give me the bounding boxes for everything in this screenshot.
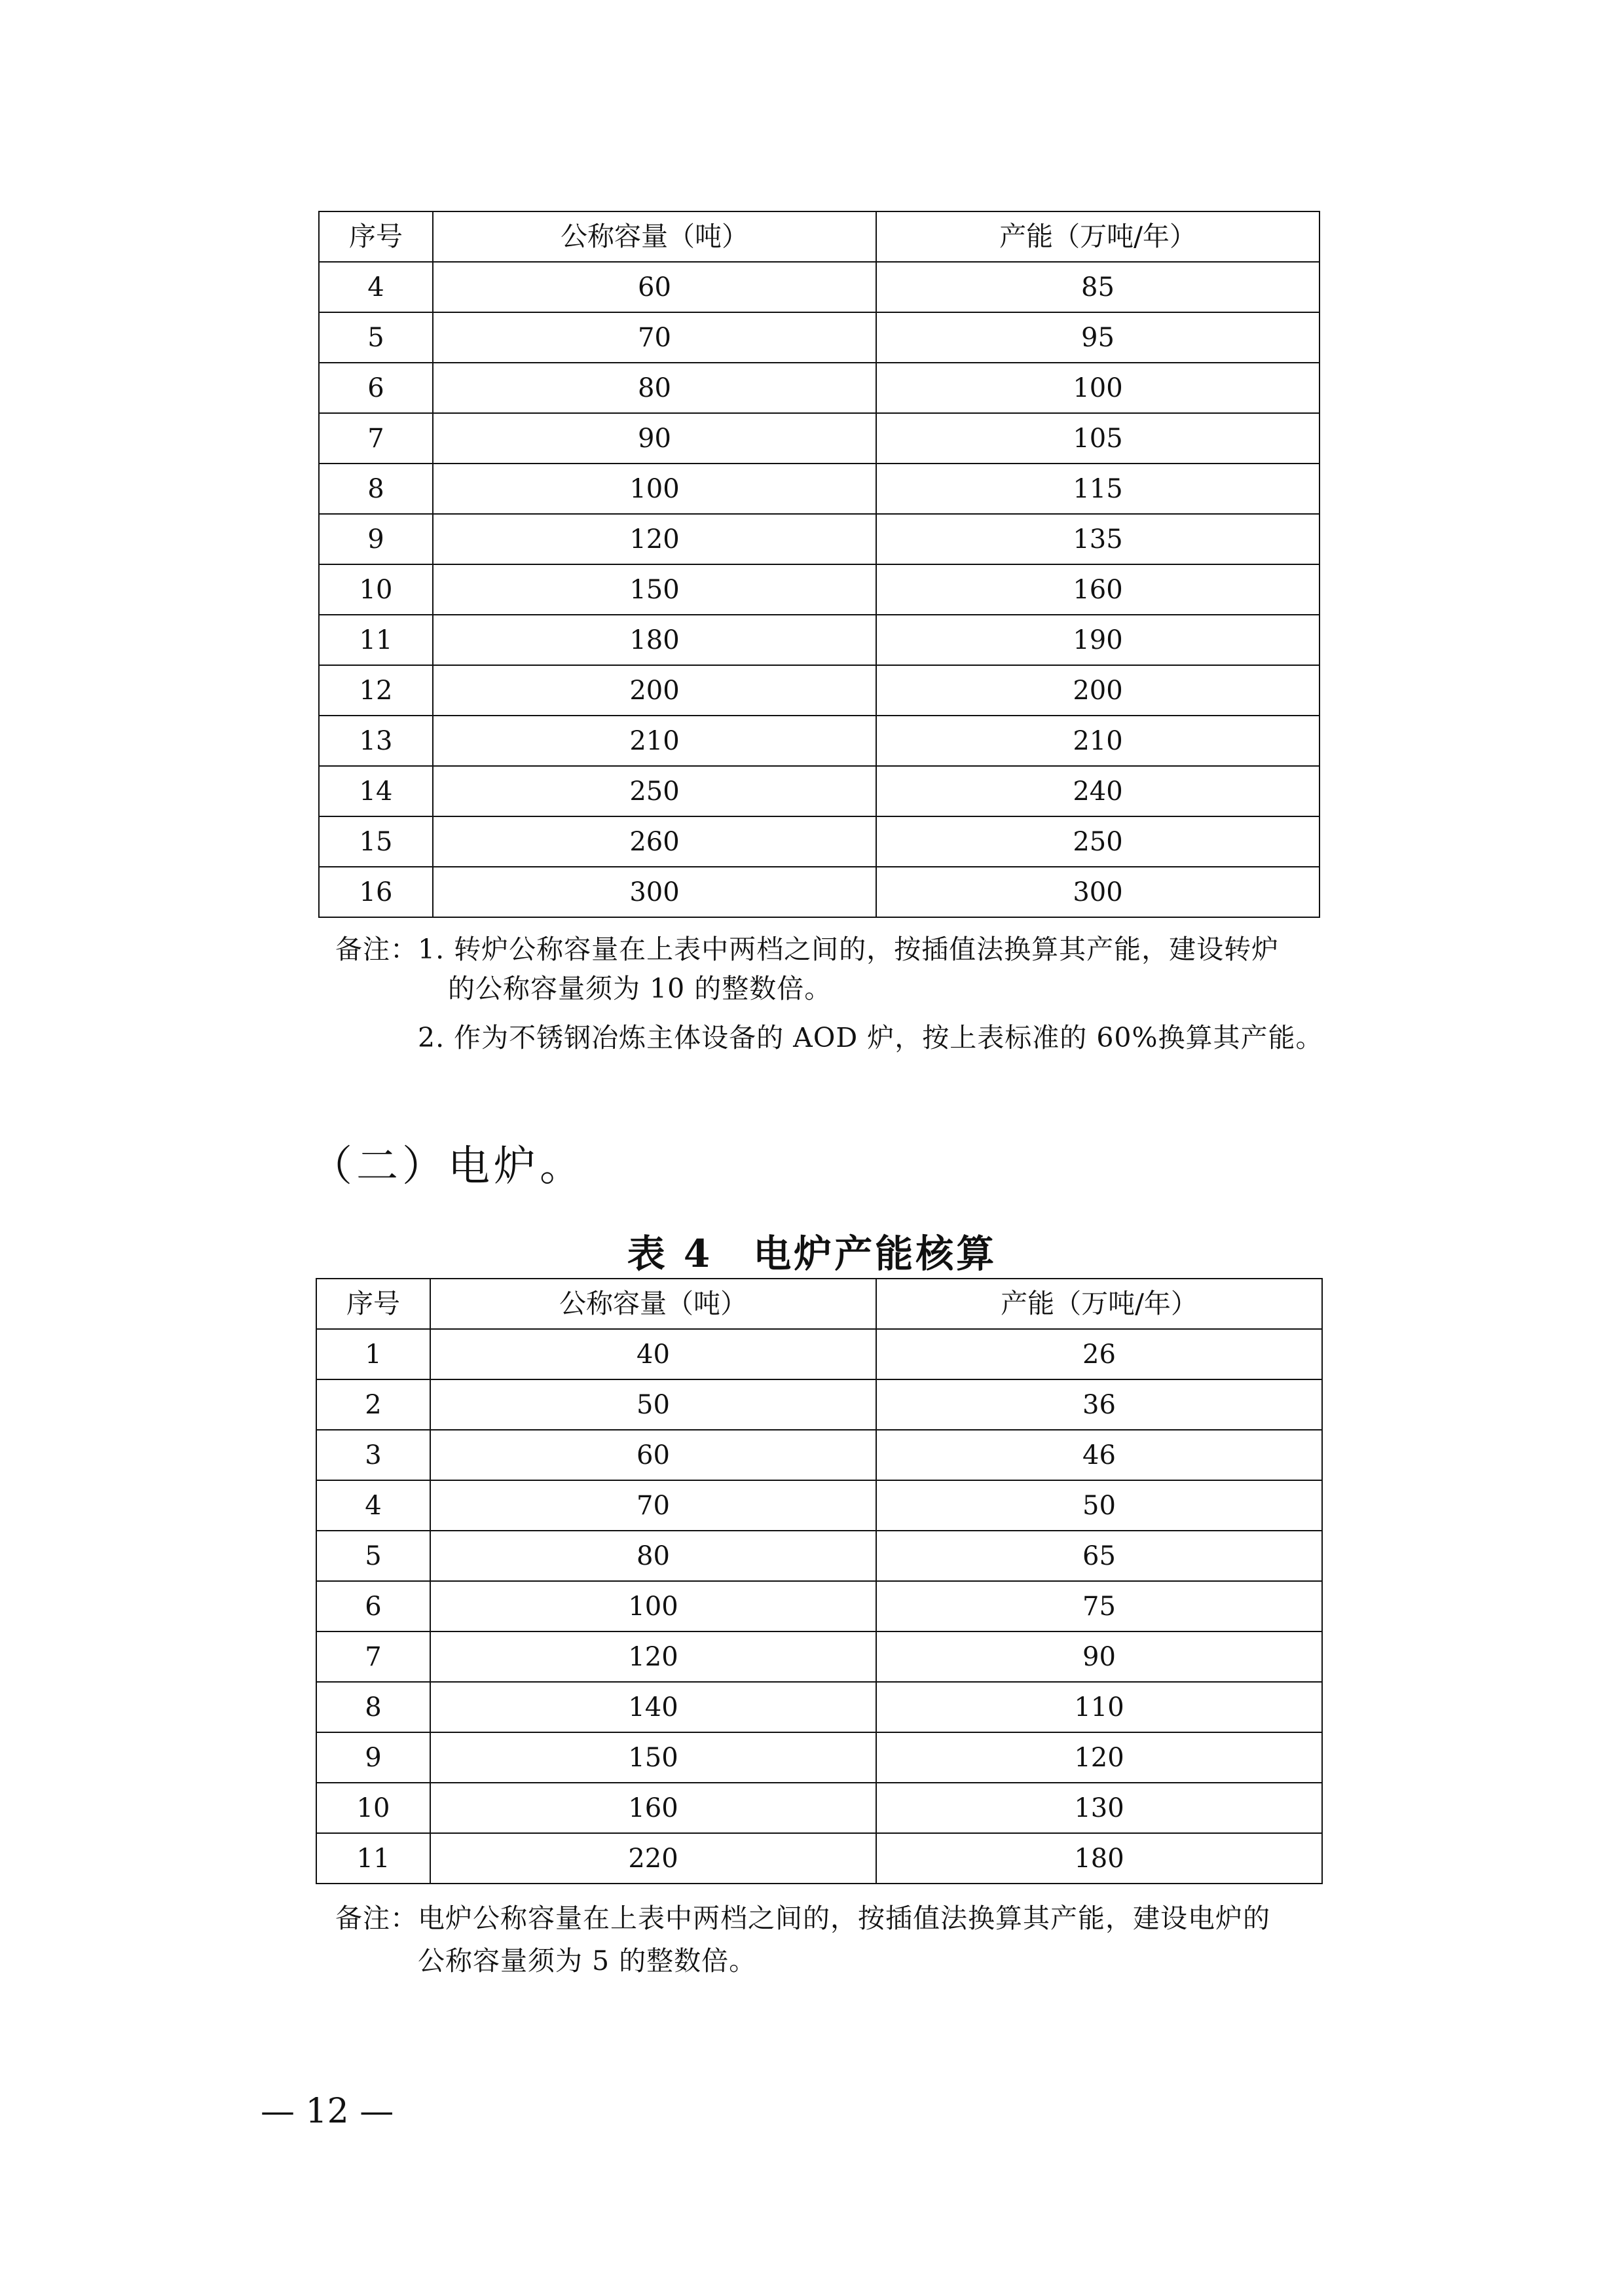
table-cell: 135 xyxy=(876,514,1320,564)
table-cell: 130 xyxy=(876,1783,1322,1833)
table4-note-label: 备注： xyxy=(335,1903,418,1934)
table-cell: 75 xyxy=(876,1581,1322,1631)
table-cell: 13 xyxy=(319,716,433,766)
table-cell: 4 xyxy=(319,262,433,312)
table-row xyxy=(319,312,1320,363)
table-cell: 3 xyxy=(316,1430,430,1480)
table3-note-line1 xyxy=(335,928,1279,966)
table-row xyxy=(316,1682,1322,1732)
table3-note-item1-line2: 的公称容量须为 10 的整数倍。 xyxy=(448,973,832,1004)
table-cell: 11 xyxy=(319,615,433,665)
table-row xyxy=(316,1329,1322,1379)
table-cell: 6 xyxy=(319,363,433,413)
table-cell: 120 xyxy=(433,514,876,564)
table-cell: 210 xyxy=(433,716,876,766)
table-cell: 140 xyxy=(430,1682,876,1732)
table-row xyxy=(316,1531,1322,1581)
table-header-row xyxy=(316,1279,1322,1329)
table-cell: 8 xyxy=(316,1682,430,1732)
table4-note-text-line1: 电炉公称容量在上表中两档之间的，按插值法换算其产能，建设电炉的 xyxy=(418,1903,1270,1934)
converter-capacity-table xyxy=(318,211,1320,918)
table-row xyxy=(319,262,1320,312)
table-row xyxy=(316,1379,1322,1430)
table-row xyxy=(316,1430,1322,1480)
table-cell: 80 xyxy=(430,1531,876,1581)
table-row xyxy=(316,1631,1322,1682)
table-row xyxy=(319,766,1320,816)
table-cell: 65 xyxy=(876,1531,1322,1581)
table-cell: 300 xyxy=(876,867,1320,917)
table-cell: 40 xyxy=(430,1329,876,1379)
table-cell: 100 xyxy=(433,464,876,514)
table-cell: 180 xyxy=(876,1833,1322,1884)
table-cell: 26 xyxy=(876,1329,1322,1379)
table-cell: 5 xyxy=(316,1531,430,1581)
table-cell: 90 xyxy=(876,1631,1322,1682)
table-cell: 200 xyxy=(433,665,876,716)
table-cell: 50 xyxy=(876,1480,1322,1531)
table-cell: 100 xyxy=(876,363,1320,413)
table-cell: 9 xyxy=(316,1732,430,1783)
column-header: 公称容量（吨） xyxy=(430,1279,876,1329)
table-cell: 7 xyxy=(316,1631,430,1682)
table-row xyxy=(319,716,1320,766)
table-cell: 300 xyxy=(433,867,876,917)
table-row xyxy=(319,665,1320,716)
table-cell: 100 xyxy=(430,1581,876,1631)
table-row xyxy=(316,1783,1322,1833)
table-cell: 60 xyxy=(433,262,876,312)
table-cell: 240 xyxy=(876,766,1320,816)
table-row xyxy=(316,1581,1322,1631)
table-cell: 10 xyxy=(319,564,433,615)
electric-furnace-capacity-table xyxy=(316,1278,1323,1884)
converter-capacity-table-body xyxy=(319,211,1320,917)
table3-note-item1-line1: 1. 转炉公称容量在上表中两档之间的，按插值法换算其产能，建设转炉 xyxy=(418,934,1280,965)
table-row xyxy=(319,363,1320,413)
table-cell: 95 xyxy=(876,312,1320,363)
table-cell: 5 xyxy=(319,312,433,363)
table-cell: 4 xyxy=(316,1480,430,1531)
table-cell: 70 xyxy=(430,1480,876,1531)
table-cell: 2 xyxy=(316,1379,430,1430)
table-cell: 7 xyxy=(319,413,433,464)
table-cell: 200 xyxy=(876,665,1320,716)
table-row xyxy=(319,464,1320,514)
table-cell: 250 xyxy=(876,816,1320,867)
page-number: — 12 — xyxy=(261,2092,394,2131)
table-row xyxy=(319,615,1320,665)
column-header: 产能（万吨/年） xyxy=(876,1279,1322,1329)
column-header: 产能（万吨/年） xyxy=(876,211,1320,262)
table-cell: 105 xyxy=(876,413,1320,464)
table-row xyxy=(316,1833,1322,1884)
table-row xyxy=(319,816,1320,867)
table-cell: 1 xyxy=(316,1329,430,1379)
table-cell: 14 xyxy=(319,766,433,816)
table4-note-line1 xyxy=(335,1897,1270,1935)
table4-caption: 表 4 电炉产能核算 xyxy=(627,1231,997,1276)
table3-note-label: 备注： xyxy=(335,934,418,965)
table-cell: 50 xyxy=(430,1379,876,1430)
table-cell: 70 xyxy=(433,312,876,363)
table-cell: 90 xyxy=(433,413,876,464)
table-row xyxy=(316,1480,1322,1531)
table-cell: 60 xyxy=(430,1430,876,1480)
table-cell: 8 xyxy=(319,464,433,514)
table-cell: 6 xyxy=(316,1581,430,1631)
electric-furnace-capacity-table-body xyxy=(316,1279,1322,1884)
table3-note-item2: 2. 作为不锈钢冶炼主体设备的 AOD 炉，按上表标准的 60%换算其产能。 xyxy=(418,1022,1323,1053)
table-cell: 220 xyxy=(430,1833,876,1884)
table-cell: 120 xyxy=(430,1631,876,1682)
table-cell: 36 xyxy=(876,1379,1322,1430)
section-heading: （二）电炉。 xyxy=(310,1142,585,1191)
table-cell: 110 xyxy=(876,1682,1322,1732)
table-cell: 12 xyxy=(319,665,433,716)
table-cell: 80 xyxy=(433,363,876,413)
table-cell: 120 xyxy=(876,1732,1322,1783)
table-cell: 15 xyxy=(319,816,433,867)
table-cell: 160 xyxy=(430,1783,876,1833)
table-cell: 115 xyxy=(876,464,1320,514)
table-cell: 16 xyxy=(319,867,433,917)
table-cell: 160 xyxy=(876,564,1320,615)
table-cell: 10 xyxy=(316,1783,430,1833)
table-cell: 190 xyxy=(876,615,1320,665)
table-row xyxy=(316,1732,1322,1783)
table-cell: 150 xyxy=(433,564,876,615)
table-cell: 9 xyxy=(319,514,433,564)
table-cell: 85 xyxy=(876,262,1320,312)
table-cell: 11 xyxy=(316,1833,430,1884)
column-header: 公称容量（吨） xyxy=(433,211,876,262)
table4-note-line2: 公称容量须为 5 的整数倍。 xyxy=(418,1945,757,1977)
table-row xyxy=(319,564,1320,615)
table-row xyxy=(319,514,1320,564)
table-cell: 210 xyxy=(876,716,1320,766)
table-cell: 260 xyxy=(433,816,876,867)
table-row xyxy=(319,413,1320,464)
table-header-row xyxy=(319,211,1320,262)
table-row xyxy=(319,867,1320,917)
table-cell: 180 xyxy=(433,615,876,665)
table-cell: 250 xyxy=(433,766,876,816)
table-cell: 150 xyxy=(430,1732,876,1783)
table-cell: 46 xyxy=(876,1430,1322,1480)
column-header: 序号 xyxy=(316,1279,430,1329)
column-header: 序号 xyxy=(319,211,433,262)
